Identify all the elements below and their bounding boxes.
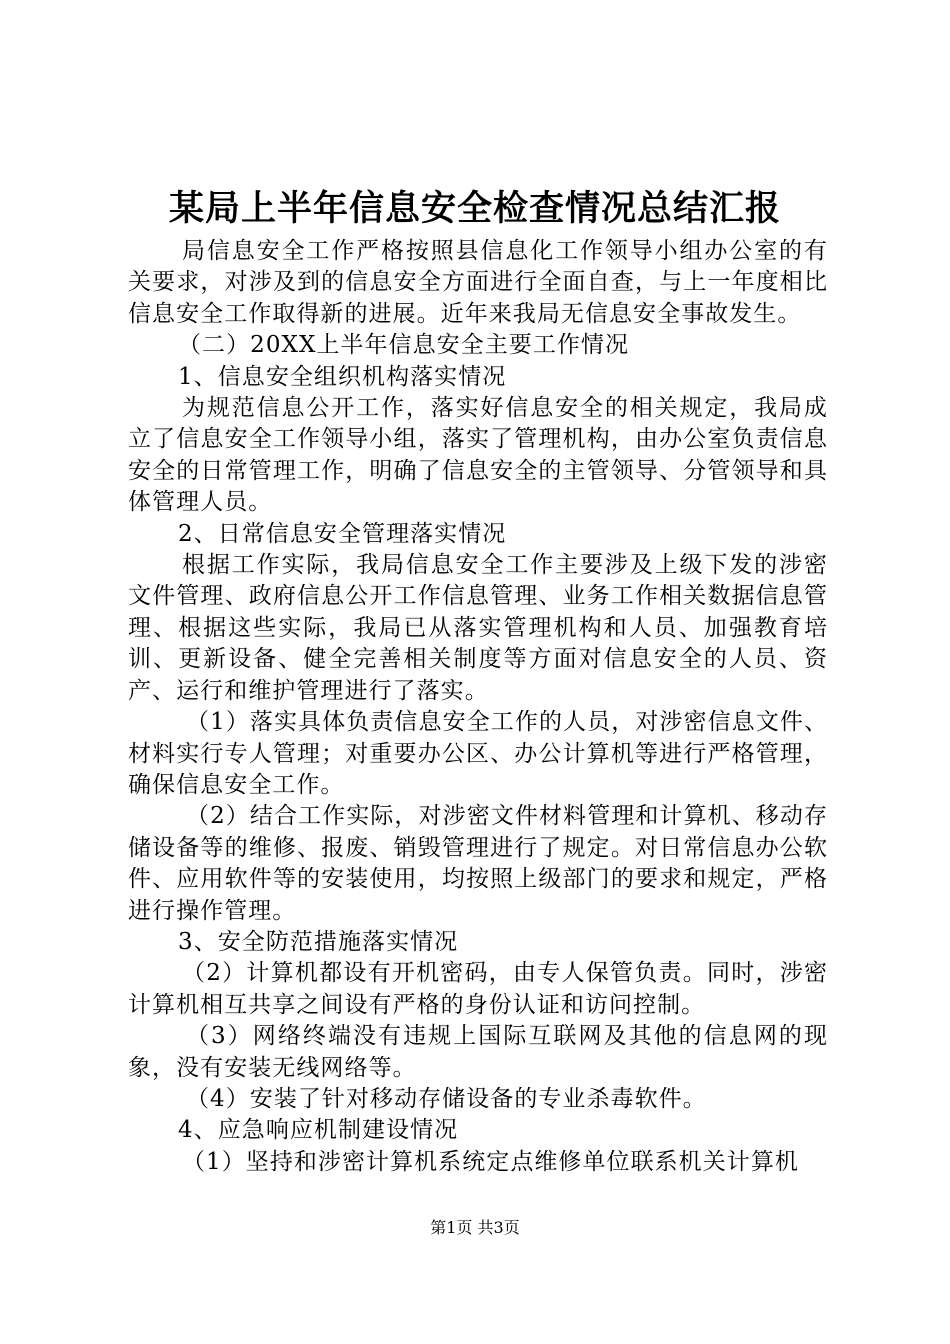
paragraph-item-2: （2）结合工作实际，对涉密文件材料管理和计算机、移动存储设备等的维修、报废、销毁管理进行了规定。对日常信息办公软件、应用软件等的安装使用，均按照上级部门的要求和规定，严格进行操作管理。: [128, 803, 828, 924]
paragraph-measure-2: （2）计算机都设有开机密码，由专人保管负责。同时，涉密计算机相互共享之间设有严格的身份认证和访问控制。: [128, 960, 828, 1018]
subheading-emergency-response: 4、应急响应机制建设情况: [178, 1117, 459, 1144]
paragraph-measure-4: （4）安装了针对移动存储设备的专业杀毒软件。: [186, 1085, 707, 1112]
subheading-security-measures: 3、安全防范措施落实情况: [178, 928, 459, 955]
section-heading-2: （二）20XX上半年信息安全主要工作情况: [178, 332, 630, 359]
paragraph-intro: 局信息安全工作严格按照县信息化工作领导小组办公室的有关要求，对涉及到的信息安全方面进行全面自查，与上一年度相比信息安全工作取得新的进展。近年来我局无信息安全事故发生。: [128, 238, 828, 327]
paragraph-emergency-1: （1）坚持和涉密计算机系统定点维修单位联系机关计算机: [182, 1148, 799, 1175]
subheading-organization: 1、信息安全组织机构落实情况: [178, 363, 507, 390]
paragraph-measure-3: （3）网络终端没有违规上国际互联网及其他的信息网的现象，没有安装无线网络等。: [128, 1023, 828, 1081]
page-footer: 第1页 共3页: [430, 1218, 520, 1237]
paragraph-item-1: （1）落实具体负责信息安全工作的人员，对涉密信息文件、材料实行专人管理；对重要办公区、办公计算机等进行严格管理，确保信息安全工作。: [128, 709, 828, 798]
subheading-daily-management: 2、日常信息安全管理落实情况: [178, 520, 507, 547]
document-title: 某局上半年信息安全检查情况总结汇报: [168, 188, 781, 229]
document-body: [128, 236, 828, 1178]
paragraph-organization: 为规范信息公开工作，落实好信息安全的相关规定，我局成立了信息安全工作领导小组，落实了管理机构，由办公室负责信息安全的日常管理工作，明确了信息安全的主管领导、分管领导和具体管理人员。: [128, 395, 828, 516]
paragraph-daily-management: 根据工作实际，我局信息安全工作主要涉及上级下发的涉密文件管理、政府信息公开工作信息管理、业务工作相关数据信息管理、根据这些实际，我局已从落实管理机构和人员、加强教育培训、更新设备、健全完善相关制度等方面对信息安全的人员、资产、运行和维护管理进行了落实。: [128, 552, 828, 704]
